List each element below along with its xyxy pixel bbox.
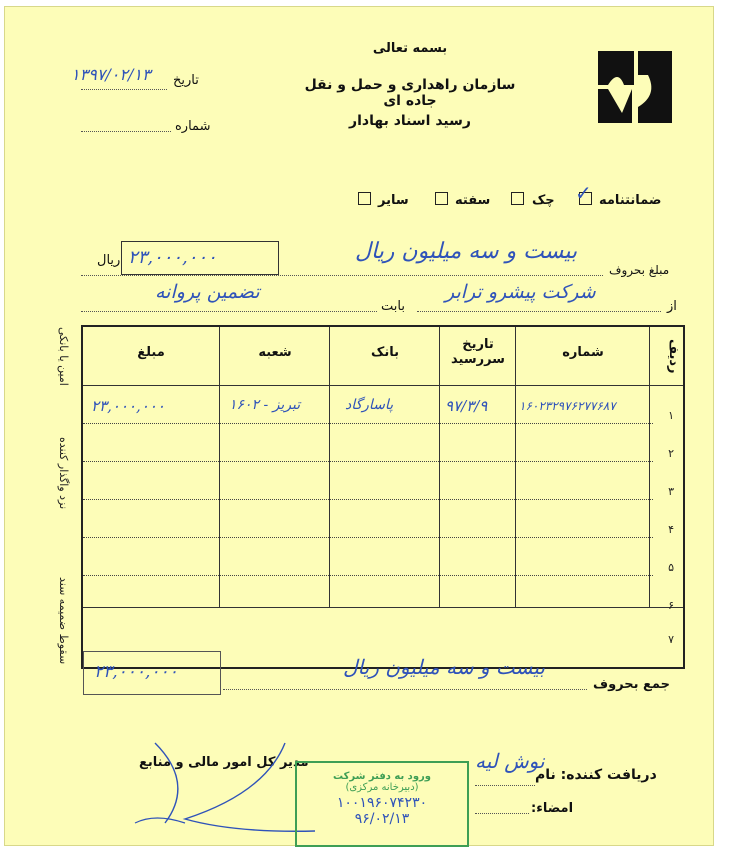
row-branch-value: تبریز - ۱۶۰۲ [229,397,301,413]
stamp-number: ۱۰۰۱۹۶۰۷۴۲۳۰ [336,795,428,811]
row-amount-value: ۲۳,۰۰۰,۰۰۰ [91,397,165,415]
row-number: ۳ [668,485,674,498]
row-bank-value: پاسارگاد [345,397,394,413]
col-header-bank: بانک [371,345,399,360]
currency-label: ریال [97,253,121,268]
total-digits-value: ۲۳,۰۰۰,۰۰۰ [94,662,178,682]
option-promissory-label: سفته [455,193,491,208]
for-label: بابت [381,299,405,314]
organization-logo-icon [588,43,680,131]
receiver-label: دریافت کننده: نام [535,767,657,783]
securities-table [81,325,685,692]
total-words-label: جمع بحروف [593,677,671,692]
organization-name: سازمان راهداری و حمل و نقل جاده ای [304,77,516,109]
option-guarantee-label: ضمانتنامه [599,193,662,208]
signature-label: امضاء: [531,801,574,816]
option-cheque-checkbox[interactable] [511,192,524,205]
row-number: ۷ [668,633,674,646]
option-other-label: سایر [378,193,409,208]
option-promissory-checkbox[interactable] [435,192,448,205]
stamp-line-1: ورود به دفتر شرکت [332,771,432,782]
col-header-due-date: تاریخ سررسید [451,337,505,367]
amount-words-value: بیست و سه میلیون ریال [355,239,578,264]
amount-words-label: مبلغ بحروف [609,263,670,277]
from-value: شرکت پیشرو ترابر [445,281,596,303]
date-value: ۱۳۹۷/۰۲/۱۳ [71,65,151,84]
option-other-checkbox[interactable] [358,192,371,205]
side-text-top: امین یا بانکی [57,327,70,386]
invocation-text: بسمه تعالی [372,41,448,56]
document-title: رسید اسناد بهادار [349,113,471,129]
number-label: شماره [175,119,211,134]
row-number: ۶ [668,599,674,612]
row-due-date-value: ۹۷/۳/۹ [445,397,488,415]
row-number: ۲ [668,447,674,460]
amount-digits-value: ۲۳,۰۰۰,۰۰۰ [128,247,217,268]
stamp-date: ۹۶/۰۲/۱۳ [354,811,410,827]
col-header-branch: شعبه [258,345,292,360]
col-header-number: شماره [562,345,604,360]
stamp-line-2: (دبیرخانه مرکزی) [345,782,419,793]
manager-title: مدیر کل امور مالی و منابع [139,755,309,770]
row-number: ۵ [668,561,674,574]
col-header-row: ردیف [666,339,681,374]
option-cheque-label: چک [532,193,555,208]
amount-digits-box [121,241,279,275]
date-label: تاریخ [173,73,199,88]
row-number-value: ۱۶۰۲۳۲۹۷۶۲۷۷۶۸۷ [519,399,616,413]
col-header-amount: مبلغ [137,345,165,360]
for-value: تضمین پروانه [155,281,260,303]
receiver-name: نوش لیه [475,749,545,773]
receipt-form [4,6,714,846]
side-text-bottom: سقوط ضمیمه سند [57,577,70,665]
total-digits-box [83,651,221,695]
from-label: از [667,299,677,314]
side-text-middle: نزد واگذار کننده [57,437,70,510]
row-number: ۴ [668,523,674,536]
received-stamp [295,761,469,847]
total-words-value: بیست و سه میلیون ریال [343,655,545,679]
row-number: ۱ [668,409,674,422]
checkmark-icon: ✓ [575,181,592,205]
